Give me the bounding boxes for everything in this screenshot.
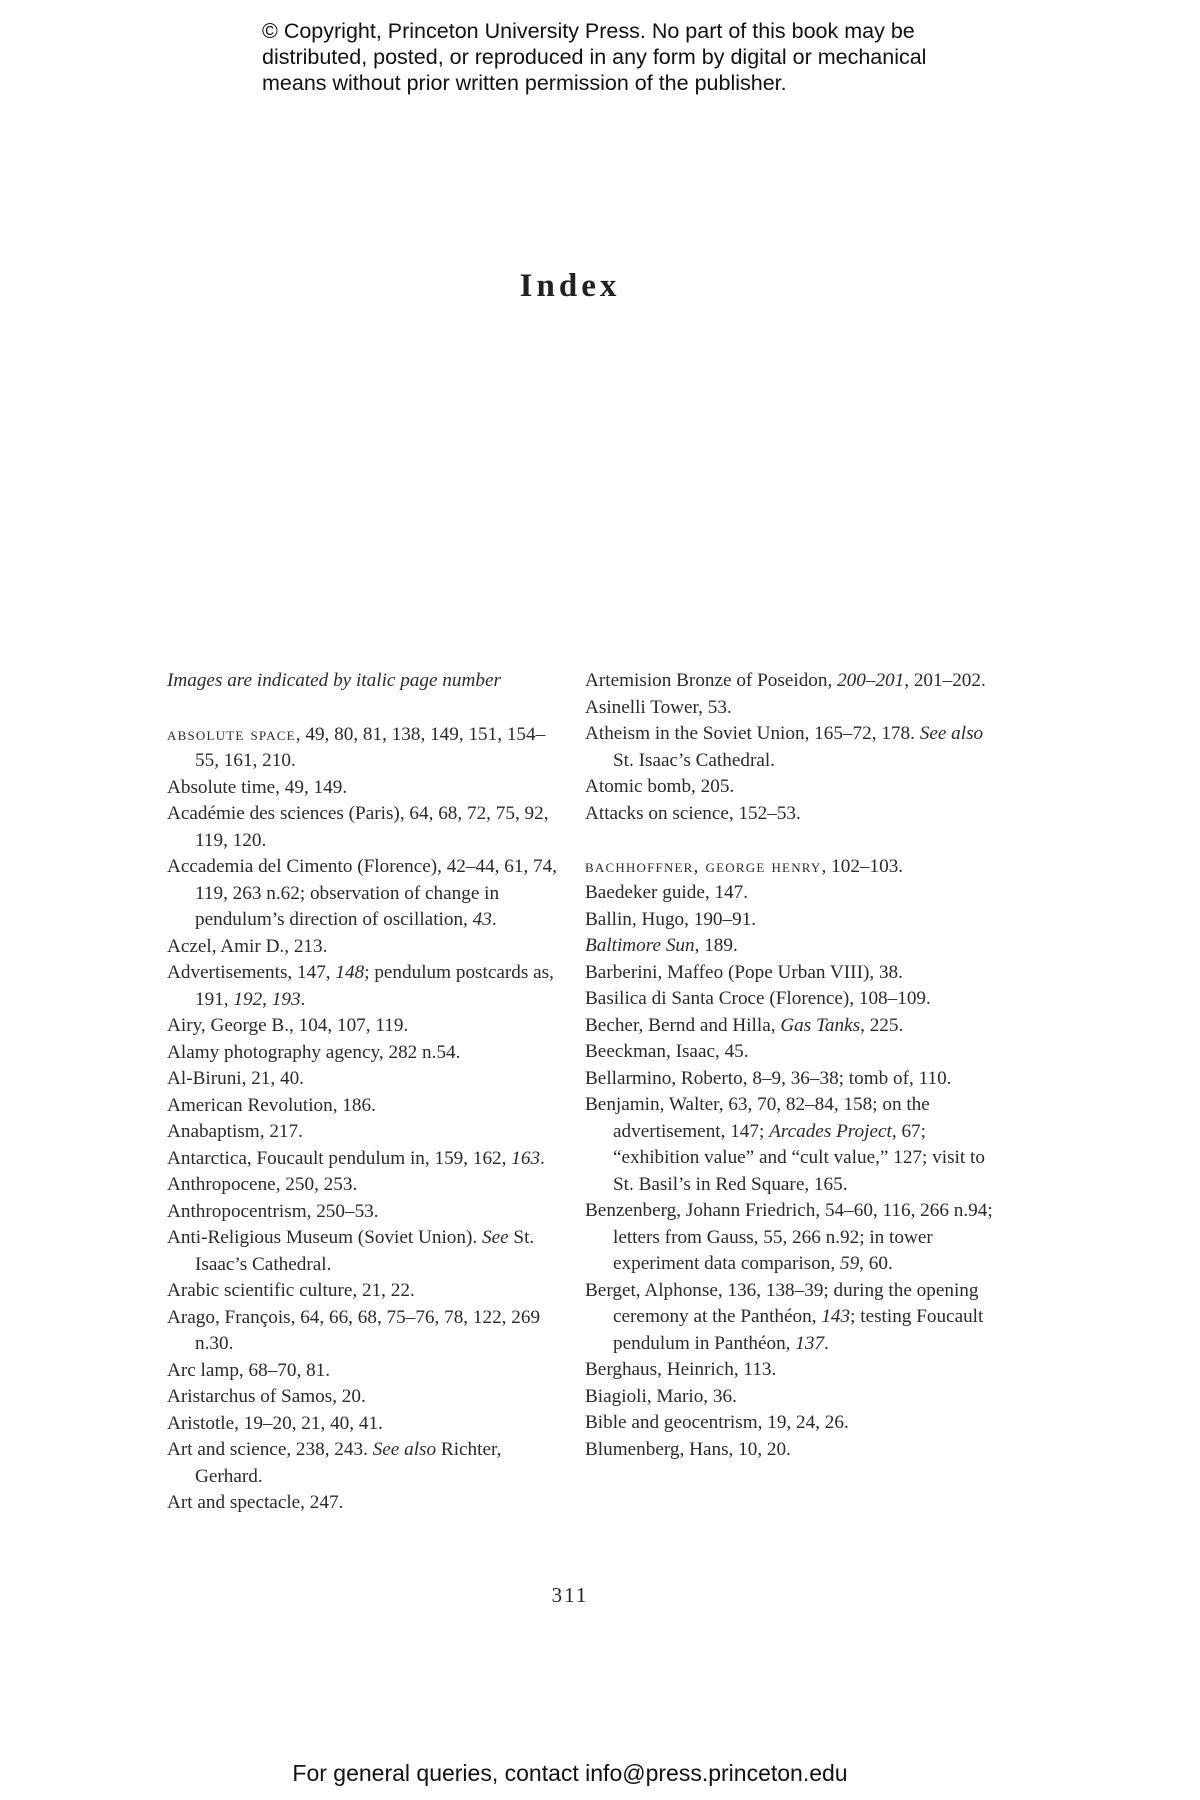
index-entry: Arabic scientific culture, 21, 22.	[167, 1280, 415, 1301]
entry-head: absolute space	[167, 723, 296, 745]
index-entry: Aczel, Amir D., 213.	[167, 935, 328, 957]
index-entry: Art and science, 238, 243. See also Richter, Gerhard.	[167, 1439, 502, 1487]
index-entry: Basilica di Santa Croce (Florence), 108–109.	[585, 988, 931, 1009]
index-entry: Al-Biruni, 21, 40.	[167, 1068, 304, 1089]
index-column-right	[585, 668, 995, 1463]
index-entry: Berghaus, Heinrich, 113.	[585, 1359, 777, 1380]
index-entry: Bellarmino, Roberto, 8–9, 36–38; tomb of, 110.	[585, 1067, 952, 1089]
index-entry: Benzenberg, Johann Friedrich, 54–60, 116, 266 n.94; letters from Gauss, 55, 266 n.92; in tower experiment data comparison, 59, 60.	[585, 1200, 993, 1274]
page-title: Index	[519, 268, 621, 304]
index-entry: Airy, George B., 104, 107, 119.	[167, 1015, 409, 1036]
index-entry: Alamy photography agency, 282 n.54.	[167, 1041, 461, 1063]
index-entry: Anti-Religious Museum (Soviet Union). See St. Isaac’s Cathedral.	[167, 1227, 535, 1275]
index-entry: Atomic bomb, 205.	[585, 776, 735, 797]
index-entry: American Revolution, 186.	[167, 1094, 376, 1116]
index-entry: Attacks on science, 152–53.	[585, 802, 801, 824]
section-gap	[585, 827, 995, 854]
page-number: 311	[551, 1583, 589, 1607]
index-entry: Arago, François, 64, 66, 68, 75–76, 78, 122, 269 n.30.	[167, 1306, 541, 1354]
copyright-line: means without prior written permission of the publisher.	[262, 71, 787, 95]
index-entry: Art and spectacle, 247.	[167, 1492, 344, 1513]
copyright-line: distributed, posted, or reproduced in any form by digital or mechanical	[262, 45, 927, 69]
copyright-notice	[262, 18, 982, 96]
index-entry: Aristarchus of Samos, 20.	[167, 1386, 366, 1407]
index-entry: Académie des sciences (Paris), 64, 68, 72, 75, 92, 119, 120.	[167, 803, 549, 851]
index-entry: Antarctica, Foucault pendulum in, 159, 162, 163.	[167, 1147, 545, 1169]
index-entry: Accademia del Cimento (Florence), 42–44, 61, 74, 119, 263 n.62; observation of change in pendulum’s direction of oscillation, 43.	[167, 856, 558, 930]
copyright-line: © Copyright, Princeton University Press. No part of this book may be	[262, 19, 915, 43]
index-entry: Advertisements, 147, 148; pendulum postcards as, 191, 192, 193.	[167, 962, 554, 1010]
index-entry: Berget, Alphonse, 136, 138–39; during the opening ceremony at the Panthéon, 143; testing Foucault pendulum in Panthéon, 137.	[585, 1279, 984, 1354]
index-entry: Asinelli Tower, 53.	[585, 696, 732, 718]
index-entry: Anthropocene, 250, 253.	[167, 1174, 358, 1195]
entry-head: bachhoffner, george henry	[585, 855, 822, 877]
index-entry: Blumenberg, Hans, 10, 20.	[585, 1438, 791, 1460]
index-entry: Atheism in the Soviet Union, 165–72, 178. See also St. Isaac’s Cathedral.	[585, 723, 984, 771]
index-entry: Biagioli, Mario, 36.	[585, 1385, 737, 1407]
index-entry: Beeckman, Isaac, 45.	[585, 1041, 749, 1062]
index-entry: Anthropocentrism, 250–53.	[167, 1200, 379, 1222]
index-entry: absolute space, 49, 80, 81, 138, 149, 151, 154–55, 161, 210.	[167, 723, 546, 771]
index-entry: Aristotle, 19–20, 21, 40, 41.	[167, 1412, 383, 1434]
footer-contact: For general queries, contact info@press.princeton.edu	[292, 1760, 848, 1786]
index-entry: Absolute time, 49, 149.	[167, 776, 348, 798]
index-entry: Anabaptism, 217.	[167, 1121, 303, 1142]
index-note: Images are indicated by italic page number	[167, 670, 501, 691]
index-column-left	[167, 668, 567, 1517]
index-entry: Baltimore Sun, 189.	[585, 935, 738, 956]
index-entry: Bible and geocentrism, 19, 24, 26.	[585, 1412, 849, 1433]
index-entry: Artemision Bronze of Poseidon, 200–201, 201–202.	[585, 670, 986, 691]
index-entry: Baedeker guide, 147.	[585, 882, 749, 903]
index-entry: Barberini, Maffeo (Pope Urban VIII), 38.	[585, 961, 903, 983]
index-entry: Arc lamp, 68–70, 81.	[167, 1359, 331, 1381]
index-entry: Ballin, Hugo, 190–91.	[585, 908, 757, 930]
index-entry: Becher, Bernd and Hilla, Gas Tanks, 225.	[585, 1014, 904, 1036]
index-entry: Benjamin, Walter, 63, 70, 82–84, 158; on the advertisement, 147; Arcades Project, 67; “exhibition value” and “cult value,” 127; visit to St. Basil’s in Red Square, 165.	[585, 1094, 985, 1195]
index-entry: bachhoffner, george henry, 102–103.	[585, 855, 904, 877]
